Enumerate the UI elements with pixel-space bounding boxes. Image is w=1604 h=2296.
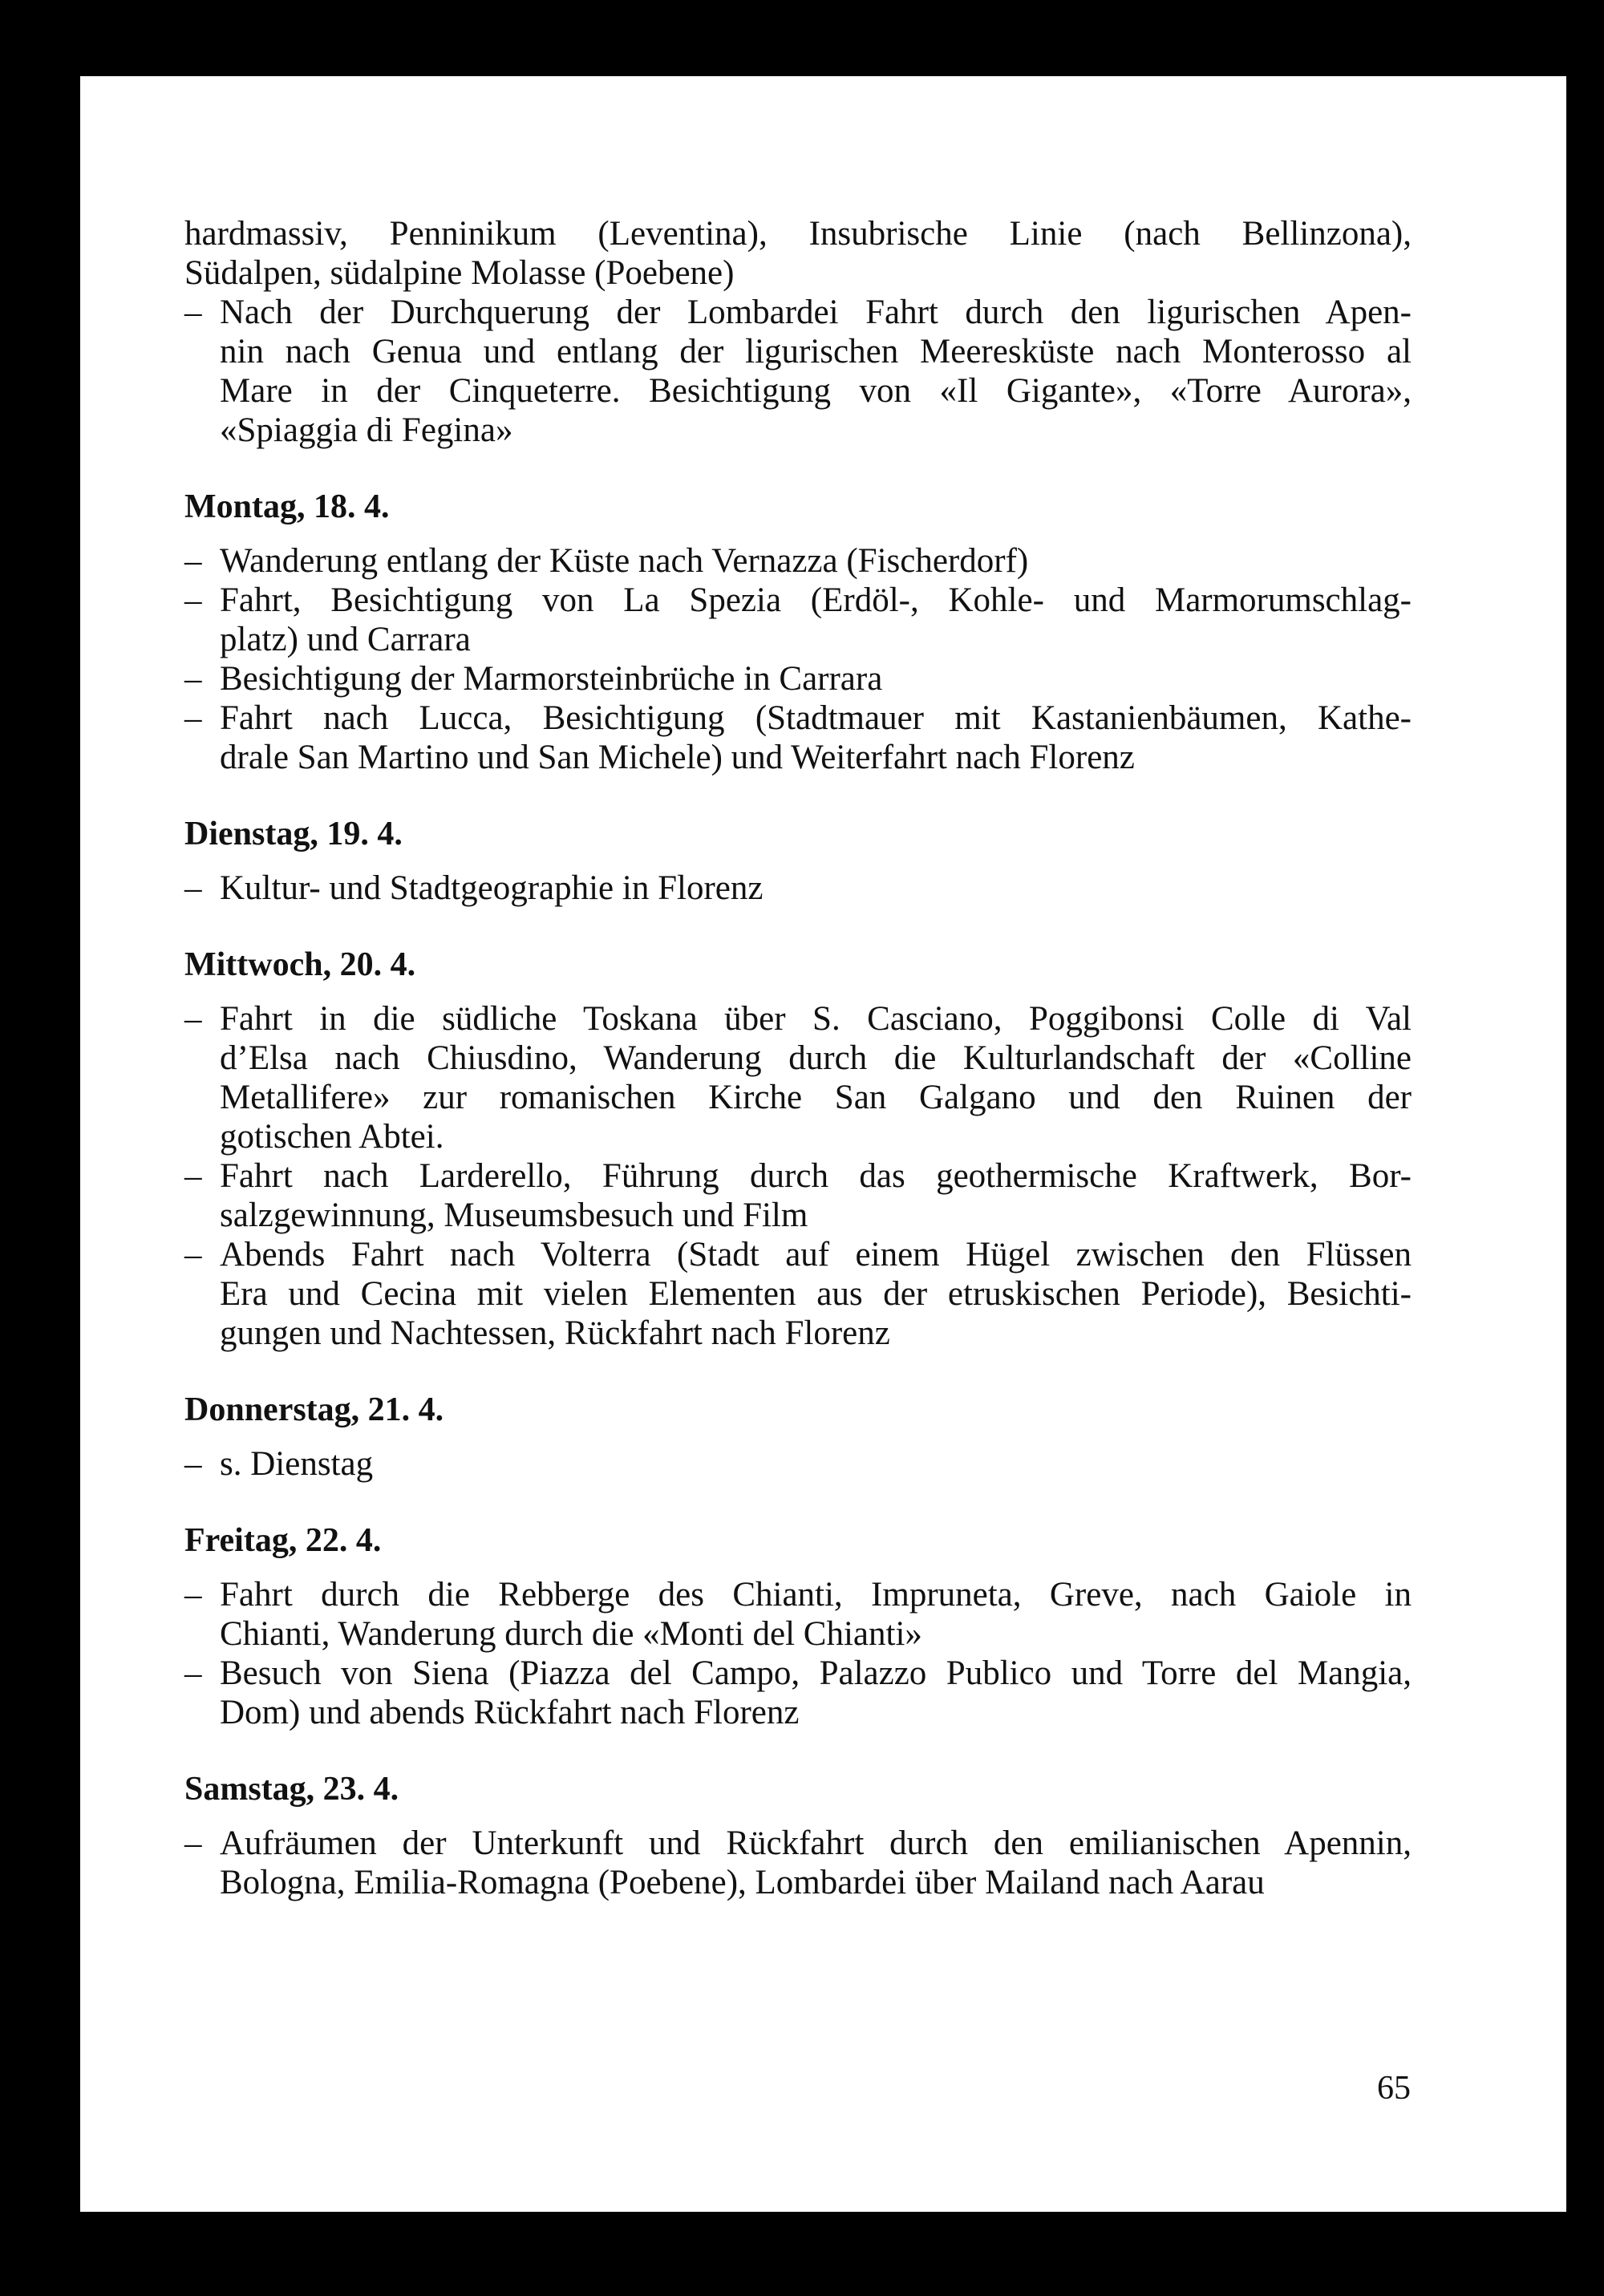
- day-heading: Samstag, 23. 4.: [184, 1771, 399, 1808]
- page-number: 65: [1377, 2070, 1411, 2107]
- day-section: [184, 1390, 1412, 1484]
- item-line: salzgewinnung, Museumsbesuch und Film: [220, 1197, 808, 1234]
- item-line: Bologna, Emilia-Romagna (Poebene), Lombardei über Mailand nach Aarau: [220, 1864, 1265, 1901]
- day-section: [184, 1521, 1412, 1732]
- day-section: [184, 814, 1412, 908]
- item-line: s. Dienstag: [220, 1445, 374, 1483]
- list-item: [184, 581, 1412, 659]
- list-item: [184, 659, 1412, 699]
- document-page: [80, 76, 1566, 2212]
- item-line: d’Elsa nach Chiusdino, Wanderung durch die Kulturlandschaft der «Colline: [220, 1039, 1412, 1077]
- dash-marker: –: [184, 1654, 202, 1692]
- day-heading: Mittwoch, 20. 4.: [184, 946, 416, 983]
- item-line: Nach der Durchquerung der Lombardei Fahrt durch den ligurischen Apen-: [220, 294, 1412, 331]
- item-line: Kultur- und Stadtgeographie in Florenz: [220, 869, 764, 907]
- list-item: [184, 541, 1412, 581]
- day-heading: Donnerstag, 21. 4.: [184, 1391, 444, 1428]
- intro-line: Südalpen, südalpine Molasse (Poebene): [184, 254, 735, 292]
- item-line: Era und Cecina mit vielen Elementen aus der etruskischen Periode), Besichti-: [220, 1275, 1412, 1313]
- intro-line: hardmassiv, Penninikum (Leventina), Insubrische Linie (nach Bellinzona),: [184, 215, 1412, 253]
- list-item: [184, 1654, 1412, 1732]
- list-item: [184, 1575, 1412, 1654]
- list-item: [184, 1444, 1412, 1484]
- page-content: [184, 214, 1412, 1902]
- day-heading: Montag, 18. 4.: [184, 488, 390, 525]
- item-line: «Spiaggia di Fegina»: [220, 411, 513, 449]
- dash-marker: –: [184, 699, 202, 737]
- item-line: Fahrt nach Larderello, Führung durch das geothermische Kraftwerk, Bor-: [220, 1157, 1412, 1195]
- dash-marker: –: [184, 1576, 202, 1614]
- day-heading: Dienstag, 19. 4.: [184, 816, 403, 852]
- dash-marker: –: [184, 581, 202, 619]
- list-item: [184, 699, 1412, 777]
- item-line: platz) und Carrara: [220, 621, 471, 658]
- item-line: Wanderung entlang der Küste nach Vernazza (Fischerdorf): [220, 542, 1029, 580]
- item-line: Abends Fahrt nach Volterra (Stadt auf einem Hügel zwischen den Flüssen: [220, 1236, 1412, 1274]
- item-line: Besuch von Siena (Piazza del Campo, Palazzo Publico und Torre del Mangia,: [220, 1654, 1412, 1692]
- item-line: Fahrt nach Lucca, Besichtigung (Stadtmauer mit Kastanienbäumen, Kathe-: [220, 699, 1412, 737]
- dash-marker: –: [184, 542, 202, 580]
- item-line: Besichtigung der Marmorsteinbrüche in Carrara: [220, 660, 883, 698]
- day-heading: Freitag, 22. 4.: [184, 1522, 382, 1559]
- day-section: [184, 487, 1412, 777]
- item-line: Dom) und abends Rückfahrt nach Florenz: [220, 1694, 800, 1731]
- dash-marker: –: [184, 660, 202, 698]
- list-item: [184, 999, 1412, 1156]
- item-line: Fahrt in die südliche Toskana über S. Casciano, Poggibonsi Colle di Val: [220, 1000, 1412, 1038]
- item-line: Fahrt durch die Rebberge des Chianti, Impruneta, Greve, nach Gaiole in: [220, 1576, 1412, 1614]
- item-line: nin nach Genua und entlang der ligurischen Meeresküste nach Monterosso al: [220, 333, 1412, 371]
- list-item: [184, 1235, 1412, 1353]
- intro-paragraph: [184, 214, 1412, 293]
- day-section: [184, 945, 1412, 1353]
- dash-marker: –: [184, 1236, 202, 1274]
- day-section: [184, 1769, 1412, 1902]
- dash-marker: –: [184, 1000, 202, 1038]
- dash-marker: –: [184, 1157, 202, 1195]
- item-line: gotischen Abtei.: [220, 1118, 444, 1156]
- item-line: Fahrt, Besichtigung von La Spezia (Erdöl-, Kohle- und Marmorumschlag-: [220, 581, 1412, 619]
- dash-marker: –: [184, 1445, 202, 1483]
- item-line: Mare in der Cinqueterre. Besichtigung von «Il Gigante», «Torre Aurora»,: [220, 372, 1412, 410]
- list-item: [184, 1824, 1412, 1902]
- item-line: gungen und Nachtessen, Rückfahrt nach Florenz: [220, 1314, 890, 1352]
- list-item: [184, 869, 1412, 908]
- list-item: [184, 293, 1412, 450]
- dash-marker: –: [184, 1824, 202, 1862]
- dash-marker: –: [184, 869, 202, 907]
- item-line: Aufräumen der Unterkunft und Rückfahrt durch den emilianischen Apennin,: [220, 1824, 1412, 1862]
- item-line: drale San Martino und San Michele) und Weiterfahrt nach Florenz: [220, 739, 1135, 776]
- list-item: [184, 1156, 1412, 1235]
- item-line: Chianti, Wanderung durch die «Monti del Chianti»: [220, 1615, 922, 1653]
- item-line: Metallifere» zur romanischen Kirche San Galgano und den Ruinen der: [220, 1079, 1412, 1116]
- dash-marker: –: [184, 294, 202, 331]
